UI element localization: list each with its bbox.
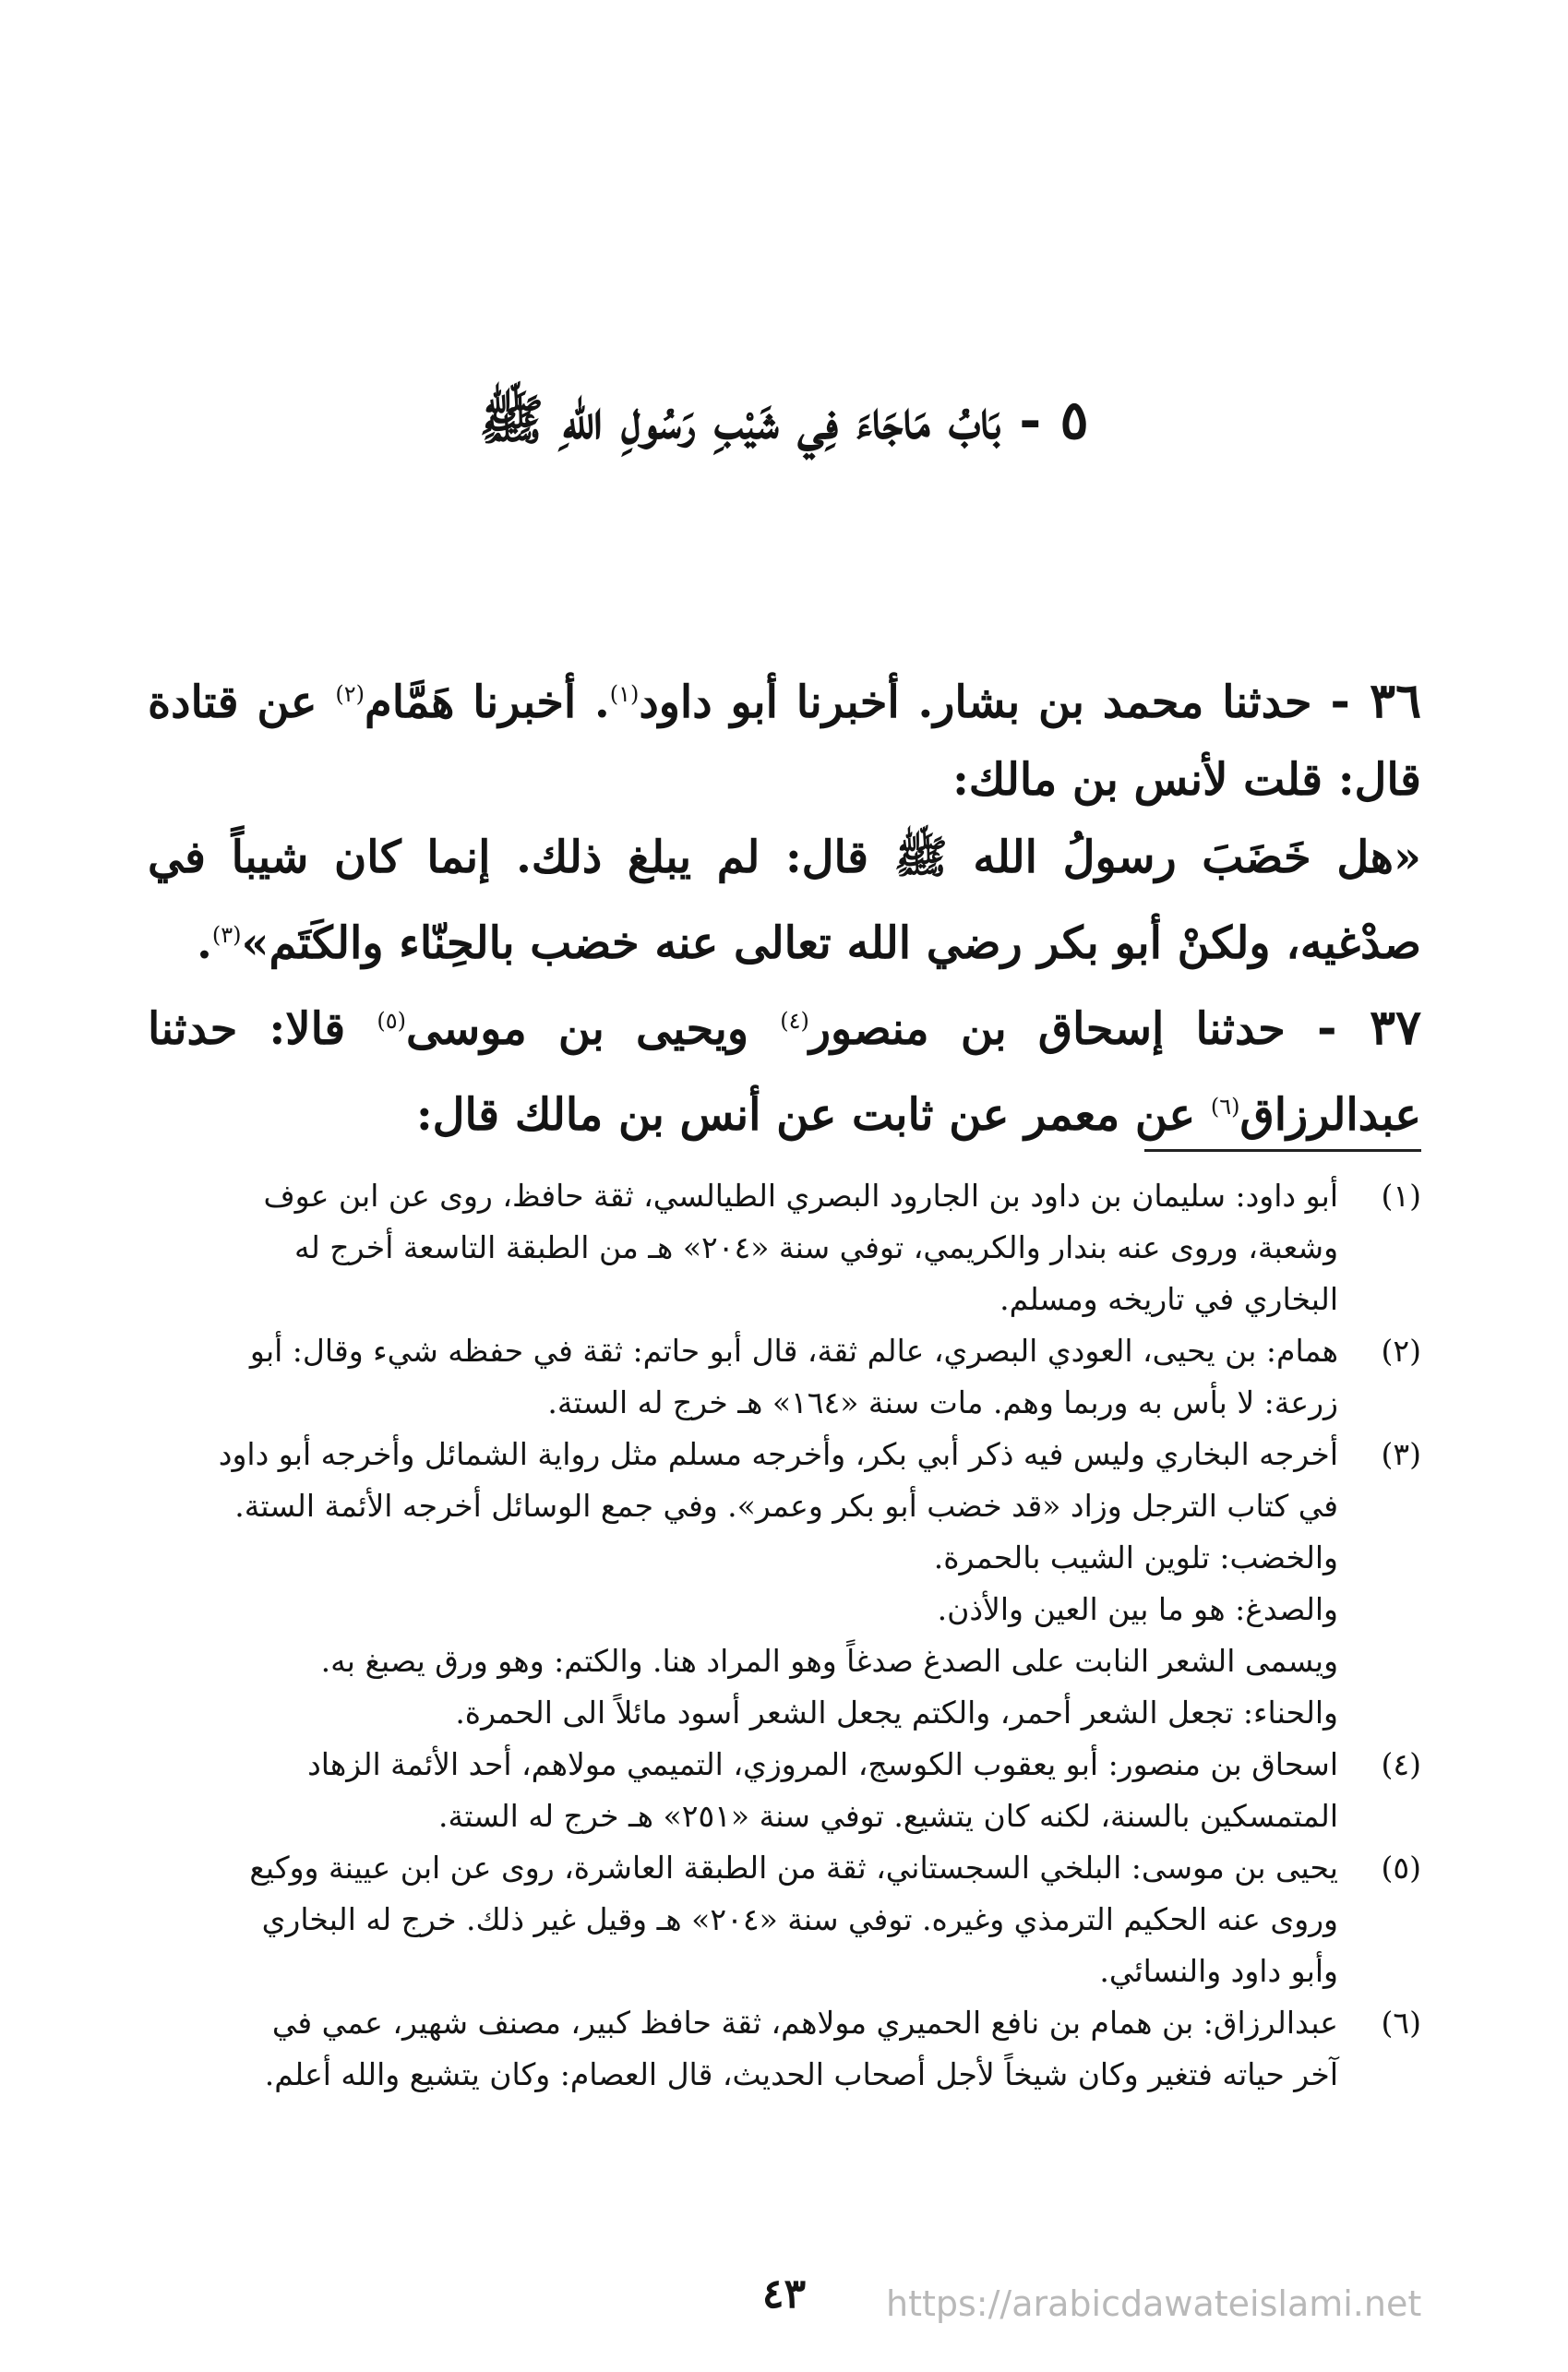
footnote-line: ويسمى الشعر النابت على الصدغ صدغاً وهو المراد هنا. والكتم: وهو ورق يصبغ به. [320, 1643, 1338, 1679]
hadith-36-chain-2: . أخبرنا هَمَّام [365, 677, 610, 728]
footnote-line: والخضب: تلوين الشيب بالحمرة. [933, 1539, 1338, 1575]
footnote-line: المتمسكين بالسنة، لكنه كان يتشيع. توفي سنة «٢٥١» هـ خرج له الستة. [438, 1798, 1338, 1834]
hadith-37-chain-1: حدثنا إسحاق بن منصور [808, 1003, 1286, 1055]
hadith-37 [148, 982, 1421, 1154]
footnote-3 [148, 1429, 1421, 1739]
footnote-line: وشعبة، وروى عنه بندار والكريمي، توفي سنة «٢٠٤» هـ من الطبقة التاسعة أخرج له [294, 1229, 1338, 1265]
footnote-line: زرعة: لا بأس به وربما وهم. مات سنة «١٦٤» هـ خرج له الستة. [547, 1384, 1338, 1420]
footnote-line: يحيى بن موسى: البلخي السجستاني، ثقة من الطبقة العاشرة، روى عن ابن عيينة ووكيع [249, 1850, 1338, 1886]
footnote-ref-3: (٣) [211, 922, 242, 948]
footnote-ref-5: (٥) [377, 1008, 407, 1034]
footnote-body [148, 1325, 1338, 1429]
footnote-body [148, 1842, 1338, 1997]
footnote-ref-6: (٦) [1210, 1094, 1240, 1120]
chapter-title: ٥ - بَابُ مَاجَاءَ فِي شَيْبِ رَسُولِ اللهِ ﷺ [479, 389, 1089, 451]
footnote-number: (٤) [1381, 1746, 1421, 1782]
footnote-number: (٦) [1381, 2005, 1421, 2041]
hadith-36-chain-1: حدثنا محمد بن بشار. أخبرنا أبو داود [639, 677, 1312, 728]
footnote-number: (٢) [1381, 1333, 1421, 1369]
footnote-5 [148, 1842, 1421, 1997]
hadith-36-chain-3: عن قتادة قال: قلت لأنس بن مالك: [148, 677, 1421, 806]
hadith-37-number: ٣٧ - [1317, 1000, 1422, 1056]
footnote-6 [148, 1997, 1421, 2101]
footnote-ref-4: (٤) [780, 1008, 809, 1034]
watermark-url: https://arabicdawateislami.net [886, 2283, 1422, 2324]
footnote-line: عبدالرزاق: بن همام بن نافع الحميري مولاهم، ثقة حافظ كبير، مصنف شهير، عمي في [271, 2005, 1338, 2041]
footnote-line: والحناء: تجعل الشعر أحمر، والكتم يجعل الشعر أسود مائلاً الى الحمرة. [455, 1695, 1338, 1731]
footnote-line: همام: بن يحيى، العودي البصري، عالم ثقة، قال أبو حاتم: ثقة في حفظه شيء وقال: أبو [249, 1333, 1338, 1369]
hadith-36-quote: «هل خَضَبَ رسولُ الله ﷺ قال: لم يبلغ ذلك. إنما كان شيباً في صدْغيه، ولكنْ أبو بكر رضي الله تعالى عنه خضب بالحِنّاء والكَتَم» [148, 832, 1421, 969]
footnote-number: (٥) [1381, 1850, 1421, 1886]
footnote-line: البخاري في تاريخه ومسلم. [999, 1281, 1338, 1317]
footnote-body [148, 1170, 1338, 1325]
footnotes [148, 1170, 1421, 2101]
footnote-body [148, 1429, 1338, 1739]
footnote-line: في كتاب الترجل وزاد «قد خضب أبو بكر وعمر». وفي جمع الوسائل أخرجه الأئمة الستة. [234, 1488, 1338, 1524]
footnote-2 [148, 1325, 1421, 1429]
footnote-ref-1: (١) [609, 681, 640, 707]
hadith-37-chain-2: ويحيى بن موسى [406, 1003, 749, 1055]
footnote-line: اسحاق بن منصور: أبو يعقوب الكوسج، المروزي، التميمي مولاهم، أحد الأئمة الزهاد [307, 1746, 1338, 1782]
footnote-4 [148, 1739, 1421, 1842]
hadith-36-number: ٣٦ - [1330, 673, 1421, 729]
hadith-36 [148, 655, 1421, 819]
footnote-number: (٣) [1381, 1436, 1421, 1472]
footnote-line: وروى عنه الحكيم الترمذي وغيره. توفي سنة «٢٠٤» هـ وقيل غير ذلك. خرج له البخاري [261, 1901, 1338, 1937]
footnote-line: والصدغ: هو ما بين العين والأذن. [937, 1591, 1338, 1627]
hadith-37-chain-3: قالا: حدثنا عبدالرزاق [148, 1003, 1421, 1141]
footnote-line: أبو داود: سليمان بن داود بن الجارود البصري الطيالسي، ثقة حافظ، روى عن ابن عوف [263, 1178, 1338, 1214]
hadith-text [148, 655, 1421, 1154]
footnote-line: وأبو داود والنسائي. [1099, 1953, 1338, 1989]
footnote-line: أخرجه البخاري وليس فيه ذكر أبي بكر، وأخرجه مسلم مثل رواية الشمائل وأخرجه أبو داود [218, 1436, 1338, 1472]
footnote-line: آخر حياته فتغير وكان شيخاً لأجل أصحاب الحديث، قال العصام: وكان يتشيع والله أعلم. [264, 2056, 1338, 2092]
hadith-36-matn: «هل خَضَبَ رسولُ الله ﷺ قال: لم يبلغ ذلك. إنما كان شيباً في صدْغيه، ولكنْ أبو بكر رضي الله تعالى عنه خضب بالحِنّاء والكَتَم»$^{(٣)}$. [148, 832, 1421, 969]
footnote-1 [148, 1170, 1421, 1325]
footnote-body [148, 1739, 1338, 1842]
footnote-body [148, 1997, 1338, 2101]
hadith-37-chain-4: عن معمر عن ثابت عن أنس بن مالك قال: [415, 1089, 1196, 1141]
footnote-ref-2: (٢) [335, 681, 365, 707]
footnote-divider [1144, 1149, 1421, 1152]
footnote-number: (١) [1381, 1178, 1421, 1214]
page-number: ٤٣ [761, 2270, 807, 2318]
